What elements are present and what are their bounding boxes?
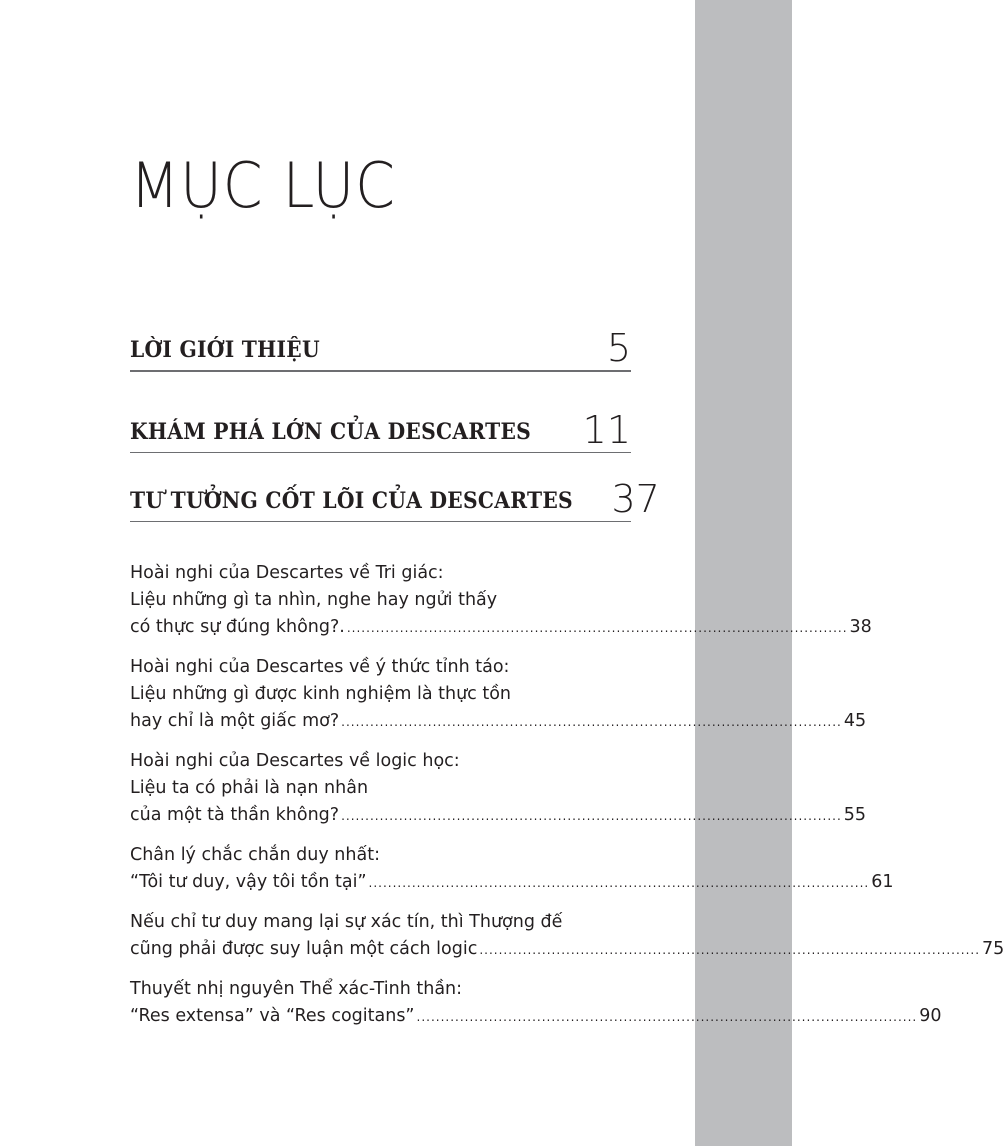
dot-leader: ........................................................................................................ [341, 715, 842, 729]
dot-leader: ........................................................................................................ [416, 1010, 918, 1024]
dot-leader: ........................................................................................................ [479, 943, 981, 957]
toc-chapter-core-ideas[interactable] [130, 476, 660, 522]
entry-line: Hoài nghi của Descartes về Tri giác: [130, 563, 444, 583]
entry-text: “Tôi tư duy, vậy tôi tồn tại” [130, 872, 367, 892]
dot-leader: ........................................................................................................ [341, 809, 842, 823]
entry-last-line [130, 802, 867, 830]
toc-subsection-list [130, 560, 1004, 1043]
chapter-page-number: 11 [582, 408, 631, 452]
dot-leader: ........................................................................................................ [368, 876, 870, 890]
toc-chapter-intro[interactable] [130, 320, 631, 372]
toc-entry[interactable] [130, 654, 867, 736]
entry-page-number: 55 [843, 805, 867, 825]
entry-line: Hoài nghi của Descartes về logic học: [130, 751, 460, 771]
chapter-page-number: 5 [606, 326, 631, 370]
chapter-title: LỜI GIỚI THIỆU [130, 337, 320, 363]
entry-text: của một tà thần không? [130, 805, 340, 825]
entry-page-number: 45 [843, 711, 867, 731]
toc-entry[interactable] [130, 976, 942, 1031]
entry-line: Chân lý chắc chắn duy nhất: [130, 845, 380, 865]
entry-page-number: 38 [849, 617, 872, 637]
toc-chapter-discovery[interactable] [130, 406, 631, 453]
entry-line: Liệu những gì ta nhìn, nghe hay ngửi thấy [130, 590, 498, 610]
toc-entry[interactable] [130, 842, 894, 897]
entry-line: Liệu những gì được kinh nghiệm là thực tồn [130, 684, 512, 704]
entry-text: có thực sự đúng không?. [130, 617, 345, 637]
side-gray-strip [695, 0, 792, 1146]
entry-last-line [130, 869, 894, 897]
entry-line: Nếu chỉ tư duy mang lại sự xác tín, thì Thượng đế [130, 912, 563, 932]
page-title: MỤC LỤC [130, 149, 396, 222]
entry-page-number: 61 [871, 872, 894, 892]
entry-text: “Res extensa” và “Res cogitans” [130, 1006, 415, 1026]
entry-last-line [130, 1003, 942, 1031]
entry-page-number: 90 [919, 1006, 942, 1026]
toc-entry[interactable] [130, 748, 867, 830]
chapter-title: KHÁM PHÁ LỚN CỦA DESCARTES [130, 419, 532, 445]
dot-leader: ........................................................................................................ [346, 621, 848, 635]
entry-text: hay chỉ là một giấc mơ? [130, 711, 340, 731]
toc-entry[interactable] [130, 560, 872, 642]
entry-page-number: 75 [982, 939, 1004, 959]
entry-last-line [130, 936, 1004, 964]
chapter-title: TƯ TƯỞNG CỐT LÕI CỦA DESCARTES [130, 488, 573, 514]
entry-line: Hoài nghi của Descartes về ý thức tỉnh táo: [130, 657, 510, 677]
entry-text: cũng phải được suy luận một cách logic [130, 939, 478, 959]
entry-last-line [130, 708, 867, 736]
entry-line: Thuyết nhị nguyên Thể xác-Tinh thần: [130, 979, 463, 999]
toc-entry[interactable] [130, 909, 1004, 964]
entry-last-line [130, 614, 872, 642]
chapter-page-number: 37 [611, 477, 660, 521]
entry-line: Liệu ta có phải là nạn nhân [130, 778, 369, 798]
